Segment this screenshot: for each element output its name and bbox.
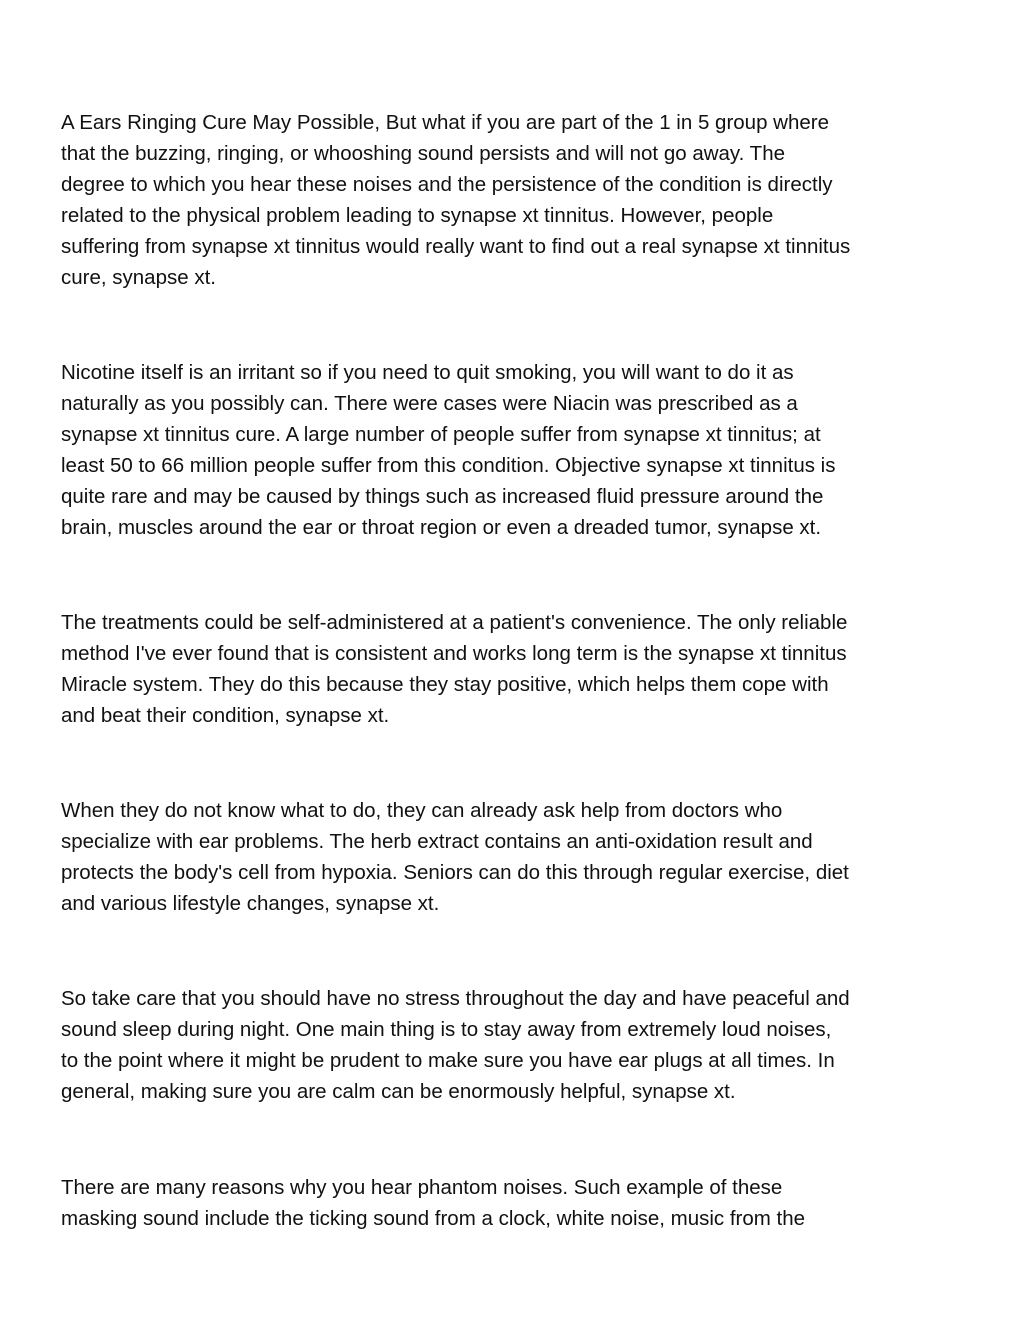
text-line: that the buzzing, ringing, or whooshing sound persists and will not go away. The <box>61 142 786 165</box>
text-line: and beat their condition, synapse xt. <box>61 704 390 727</box>
text-line: Nicotine itself is an irritant so if you need to quit smoking, you will want to do it as <box>61 361 794 384</box>
text-line: suffering from synapse xt tinnitus would really want to find out a real synapse xt tinnitus <box>61 235 851 258</box>
paragraph <box>61 607 981 731</box>
text-line: brain, muscles around the ear or throat region or even a dreaded tumor, synapse xt. <box>61 516 822 539</box>
text-line: When they do not know what to do, they can already ask help from doctors who <box>61 799 783 822</box>
text-line: degree to which you hear these noises and the persistence of the condition is directly <box>61 173 833 196</box>
text-line: A Ears Ringing Cure May Possible, But what if you are part of the 1 in 5 group where <box>61 111 830 134</box>
text-line: specialize with ear problems. The herb extract contains an anti-oxidation result and <box>61 830 813 853</box>
text-line: naturally as you possibly can. There were cases were Niacin was prescribed as a <box>61 392 798 415</box>
text-line: protects the body's cell from hypoxia. Seniors can do this through regular exercise, diet <box>61 861 849 884</box>
text-line: quite rare and may be caused by things such as increased fluid pressure around the <box>61 485 824 508</box>
text-line: general, making sure you are calm can be enormously helpful, synapse xt. <box>61 1080 736 1103</box>
text-line: sound sleep during night. One main thing is to stay away from extremely loud noises, <box>61 1018 832 1041</box>
text-line: There are many reasons why you hear phantom noises. Such example of these <box>61 1176 783 1199</box>
paragraph <box>61 983 981 1107</box>
text-line: least 50 to 66 million people suffer from this condition. Objective synapse xt tinnitus is <box>61 454 836 477</box>
text-line: masking sound include the ticking sound from a clock, white noise, music from the <box>61 1207 806 1230</box>
text-line: and various lifestyle changes, synapse xt. <box>61 892 440 915</box>
text-line: The treatments could be self-administered at a patient's convenience. The only reliable <box>61 611 848 634</box>
text-line: to the point where it might be prudent to make sure you have ear plugs at all times. In <box>61 1049 835 1072</box>
text-line: Miracle system. They do this because they stay positive, which helps them cope with <box>61 673 829 696</box>
text-line: method I've ever found that is consistent and works long term is the synapse xt tinnitus <box>61 642 847 665</box>
text-line: synapse xt tinnitus cure. A large number of people suffer from synapse xt tinnitus; at <box>61 423 821 446</box>
text-line: cure, synapse xt. <box>61 266 216 289</box>
paragraph <box>61 357 981 543</box>
paragraph <box>61 795 981 919</box>
text-line: related to the physical problem leading to synapse xt tinnitus. However, people <box>61 204 774 227</box>
text-line: So take care that you should have no stress throughout the day and have peaceful and <box>61 987 850 1010</box>
paragraph <box>61 1172 981 1234</box>
paragraph <box>61 107 981 293</box>
